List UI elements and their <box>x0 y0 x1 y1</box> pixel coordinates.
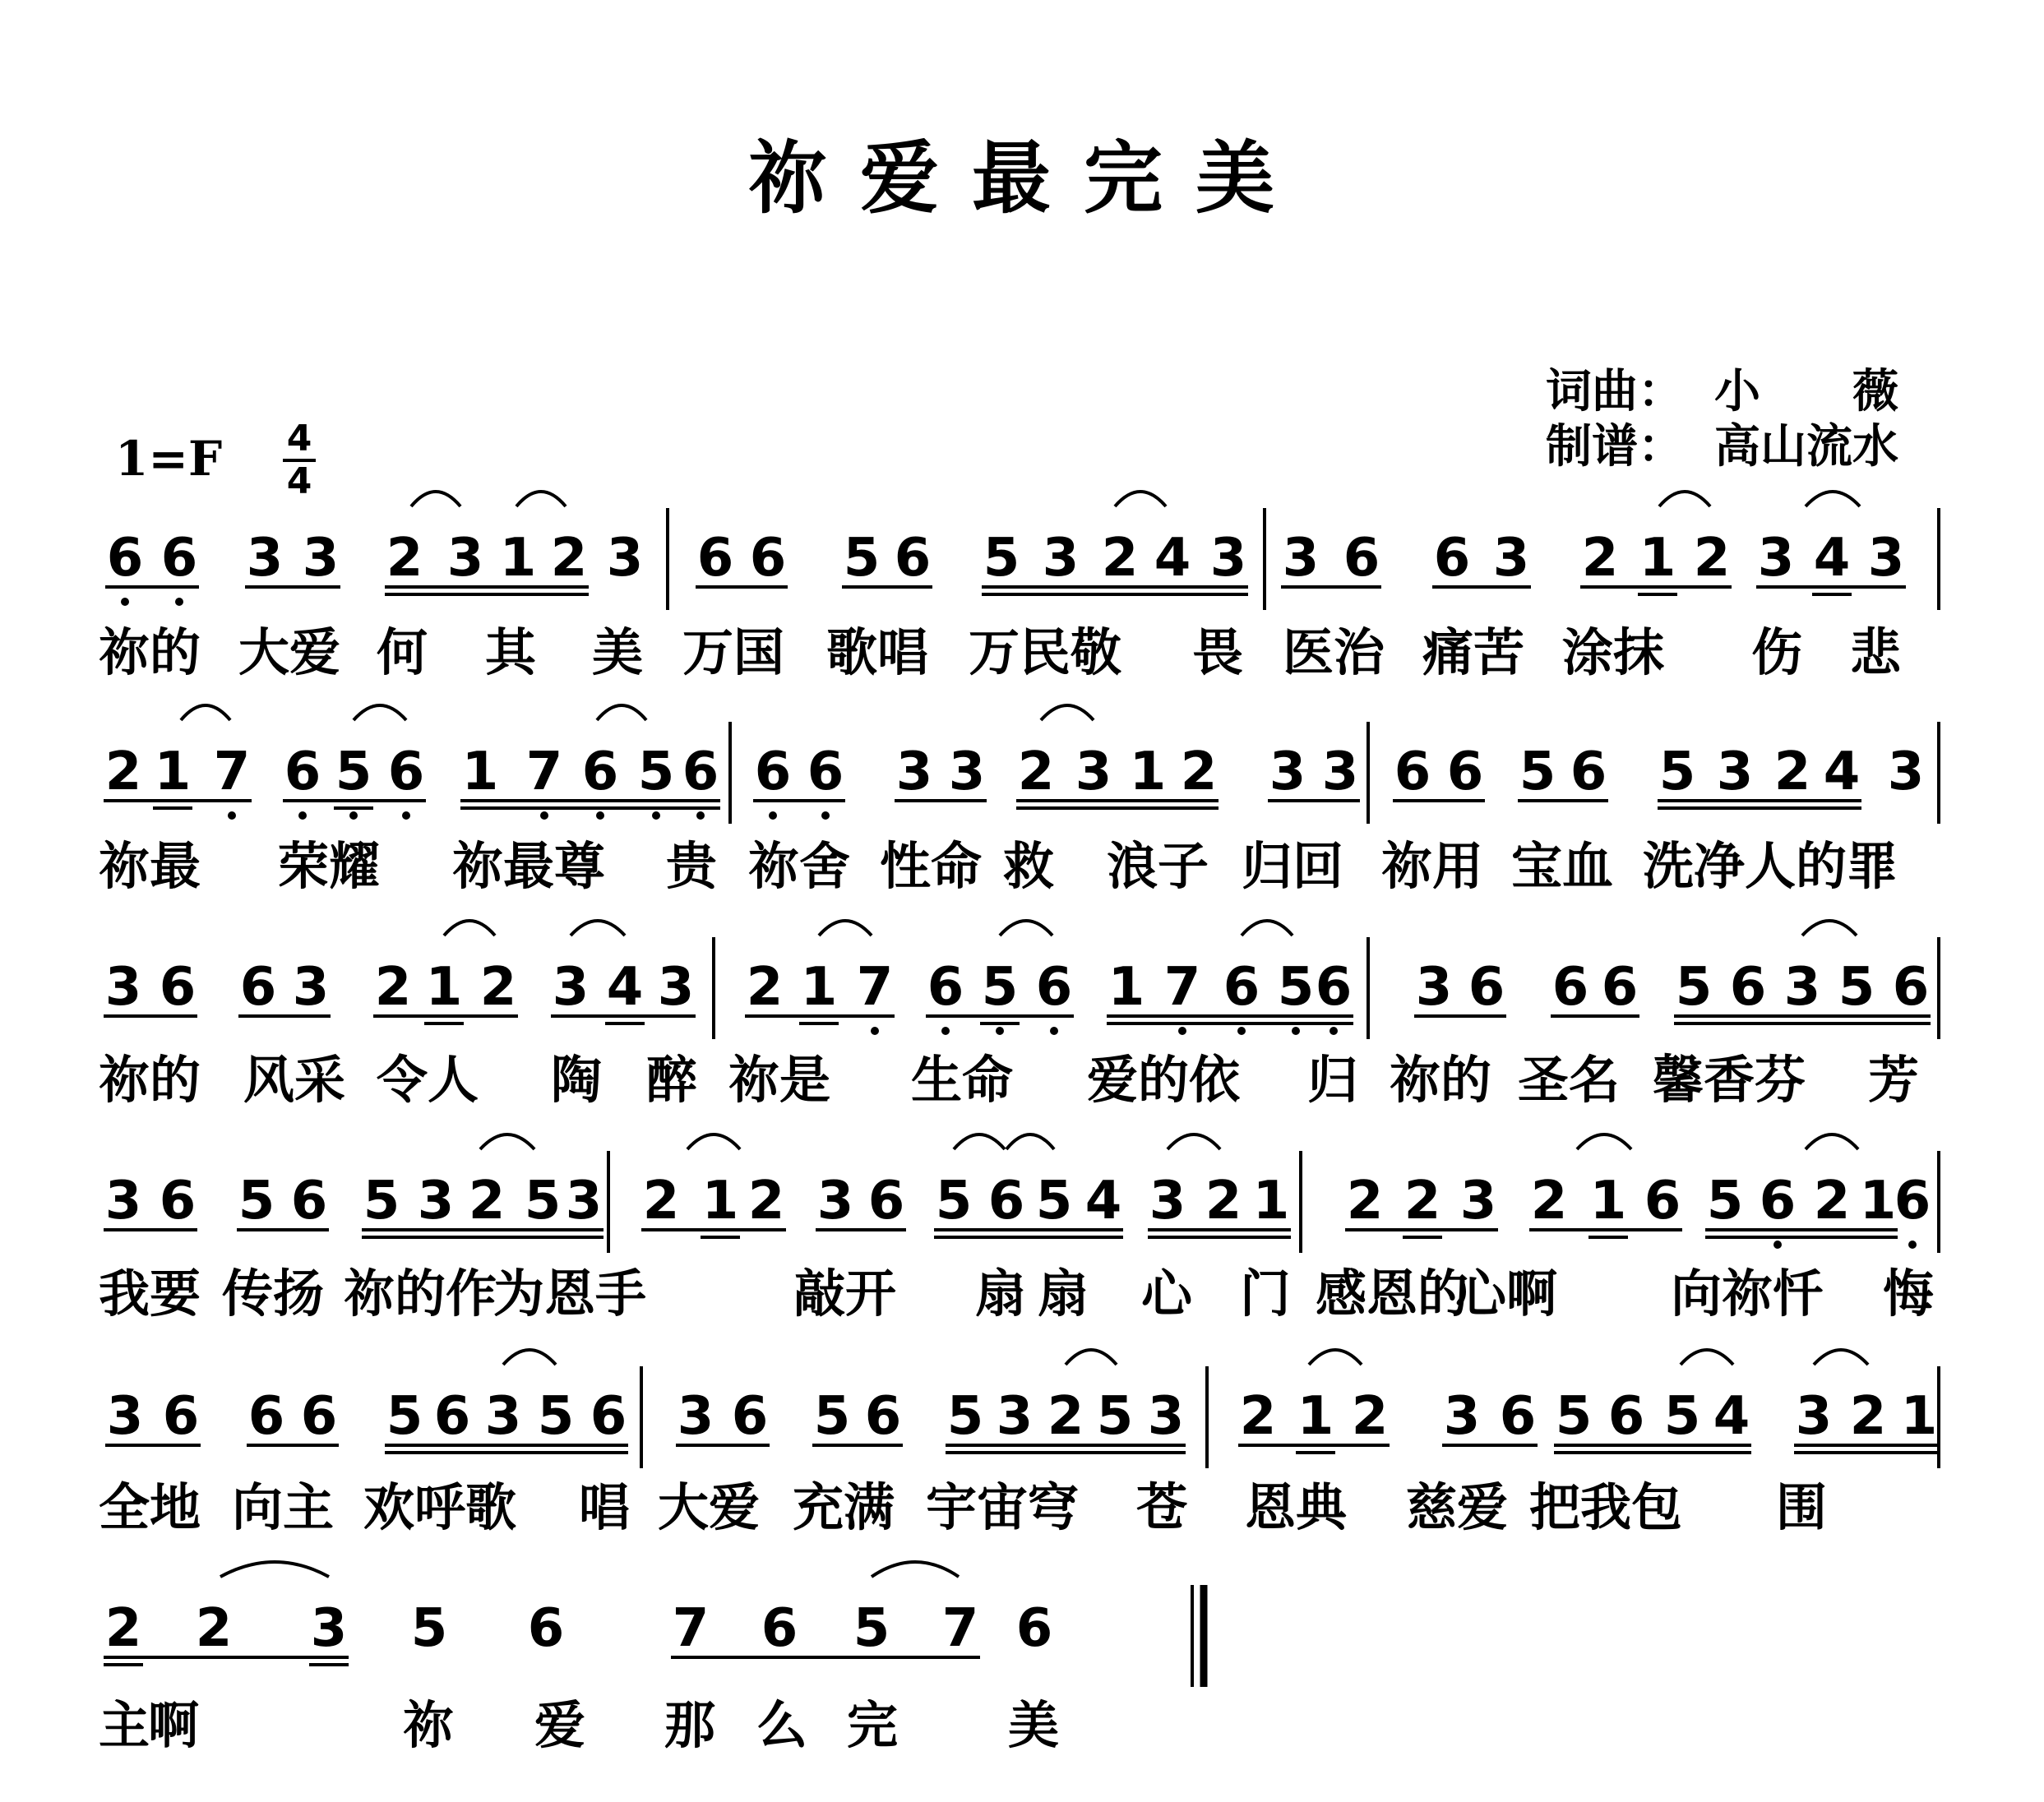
lyric: 洗净人的罪 <box>1643 836 1898 896</box>
note: 3 <box>1867 528 1905 589</box>
note: 6 <box>1315 957 1353 1018</box>
note: 2 <box>1346 1171 1384 1231</box>
note: 5 <box>537 1386 575 1447</box>
note: 2 <box>1180 742 1218 802</box>
note: 3 <box>1887 742 1925 802</box>
note: 6 <box>162 1386 200 1447</box>
note: 1 <box>1252 1171 1290 1231</box>
note: 2 <box>1404 1171 1441 1231</box>
lyric: 医治 <box>1283 622 1385 682</box>
lyric: 心啊 <box>1455 1264 1558 1324</box>
note: 6 <box>581 742 619 802</box>
note: 2 <box>1693 528 1731 589</box>
note: 1 <box>1859 1171 1897 1231</box>
note: 3 <box>1282 528 1320 589</box>
note: 3 <box>1459 1171 1497 1231</box>
note: 5 <box>1519 742 1556 802</box>
note: 5 <box>935 1171 973 1231</box>
note: 2 <box>104 742 142 802</box>
note: 6 <box>1223 957 1260 1018</box>
lyric: 苍 <box>1136 1477 1188 1537</box>
lyric: 醉 <box>646 1050 698 1110</box>
note: 3 <box>484 1386 522 1447</box>
lyric: 祢是 <box>728 1050 831 1110</box>
lyric: 其 <box>485 622 537 682</box>
note: 3 <box>1415 957 1453 1018</box>
note: 6 <box>927 957 964 1018</box>
note: 3 <box>565 1171 603 1231</box>
time-signature-top: 4 <box>286 418 312 460</box>
note: 3 <box>1321 742 1359 802</box>
note: 6 <box>590 1386 627 1447</box>
note: 2 <box>1530 1171 1568 1231</box>
note: 3 <box>310 1598 348 1659</box>
lyric: 风采 <box>243 1050 346 1110</box>
note: 4 <box>606 957 644 1018</box>
octave-dot <box>996 1027 1004 1035</box>
note: 2 <box>104 1598 142 1659</box>
note: 5 <box>946 1386 984 1447</box>
note: 3 <box>246 528 284 589</box>
note: 6 <box>1446 742 1484 802</box>
octave-dot <box>821 811 830 820</box>
note: 1 <box>1900 1386 1938 1447</box>
lyric: 歌唱 <box>826 622 929 682</box>
lyric: 浪子 <box>1107 836 1209 896</box>
note: 6 <box>159 1171 197 1231</box>
lyric: 芳 <box>1868 1050 1920 1110</box>
lyric: 充满 <box>793 1477 895 1537</box>
note: 3 <box>292 957 330 1018</box>
lyric: 把我包 <box>1529 1477 1683 1537</box>
lyric: 万民敬 <box>969 622 1122 682</box>
lyric: 我要 <box>99 1264 201 1324</box>
lyric: 么 <box>756 1695 808 1755</box>
note: 1 <box>1589 1171 1627 1231</box>
note: 3 <box>816 1171 854 1231</box>
note: 2 <box>1581 528 1619 589</box>
lyric: 向祢忏 <box>1671 1264 1824 1324</box>
lyric: 祢最 <box>99 836 201 896</box>
note: 7 <box>856 957 894 1018</box>
note: 2 <box>642 1171 680 1231</box>
lyric: 归回 <box>1242 836 1344 896</box>
note: 6 <box>1343 528 1380 589</box>
note: 1 <box>499 528 537 589</box>
note: 2 <box>479 957 517 1018</box>
note: 1 <box>1129 742 1167 802</box>
note: 2 <box>1205 1171 1242 1231</box>
note: 6 <box>160 528 198 589</box>
lyric: 万国 <box>682 622 785 682</box>
note: 6 <box>1394 742 1431 802</box>
note: 2 <box>746 957 784 1018</box>
note: 3 <box>948 742 986 802</box>
note: 3 <box>1209 528 1247 589</box>
note: 7 <box>672 1598 710 1659</box>
note: 2 <box>1351 1386 1389 1447</box>
lyric: 祢的 <box>99 1050 201 1110</box>
lyric: 伤 <box>1751 622 1803 682</box>
note: 3 <box>552 957 590 1018</box>
song-title: 祢爱最完美 <box>748 132 1307 224</box>
transcriber-label: 制谱： <box>1546 420 1684 474</box>
octave-dot <box>1908 1241 1917 1249</box>
octave-dot <box>1178 1027 1186 1035</box>
note: 3 <box>1795 1386 1833 1447</box>
lyric: 祢最尊 <box>452 836 606 896</box>
note: 5 <box>1663 1386 1701 1447</box>
lyric: 悲 <box>1850 622 1902 682</box>
note: 5 <box>843 528 881 589</box>
lyric: 主 <box>99 1695 150 1755</box>
note: 6 <box>1607 1386 1645 1447</box>
lyric: 唱 <box>579 1477 631 1537</box>
note: 3 <box>606 528 644 589</box>
note: 5 <box>1277 957 1315 1018</box>
octave-dot <box>298 811 307 820</box>
note: 2 <box>195 1598 233 1659</box>
lyric: 敲开 <box>794 1264 897 1324</box>
lyric: 啊 <box>148 1695 200 1755</box>
lyric: 宇宙穹 <box>926 1477 1080 1537</box>
note: 6 <box>894 528 932 589</box>
note: 6 <box>761 1598 798 1659</box>
note: 2 <box>1773 742 1811 802</box>
lyric: 祢的 <box>1390 1050 1492 1110</box>
note: 3 <box>1042 528 1080 589</box>
note: 6 <box>1551 957 1589 1018</box>
octave-dot <box>1050 1027 1058 1035</box>
note: 6 <box>1894 1171 1931 1231</box>
lyric: 圣名 <box>1518 1050 1621 1110</box>
note: 3 <box>1492 528 1530 589</box>
key-signature: 1=F <box>115 431 223 487</box>
note: 6 <box>387 742 425 802</box>
octave-dot <box>941 1027 950 1035</box>
octave-dot <box>596 811 604 820</box>
note: 2 <box>1017 742 1055 802</box>
note: 3 <box>417 1171 455 1231</box>
note: 6 <box>1729 957 1767 1018</box>
note: 5 <box>1096 1386 1134 1447</box>
note: 3 <box>677 1386 714 1447</box>
note: 7 <box>1163 957 1201 1018</box>
lyric: 门 <box>1240 1264 1292 1324</box>
note: 1 <box>1639 528 1676 589</box>
note: 6 <box>290 1171 328 1231</box>
note: 1 <box>800 957 838 1018</box>
note: 5 <box>1658 742 1696 802</box>
note: 1 <box>1108 957 1145 1018</box>
lyric: 祢 <box>403 1695 455 1755</box>
lyric: 爱的依 <box>1087 1050 1241 1110</box>
note: 2 <box>386 528 423 589</box>
note: 3 <box>1075 742 1112 802</box>
note: 6 <box>864 1386 902 1447</box>
octave-dot <box>228 811 236 820</box>
note: 3 <box>106 1386 144 1447</box>
note: 3 <box>1147 1386 1185 1447</box>
note: 6 <box>807 742 844 802</box>
lyric: 畏 <box>1192 622 1244 682</box>
octave-dot <box>769 811 777 820</box>
octave-dot <box>652 811 660 820</box>
note: 6 <box>1570 742 1607 802</box>
note: 6 <box>1433 528 1471 589</box>
lyric: 归 <box>1307 1050 1359 1110</box>
note: 2 <box>550 528 588 589</box>
lyric: 向主 <box>232 1477 335 1537</box>
note: 2 <box>1047 1386 1084 1447</box>
note: 2 <box>1239 1386 1277 1447</box>
lyric: 美 <box>592 622 644 682</box>
note: 3 <box>895 742 933 802</box>
octave-dot <box>349 811 358 820</box>
lyric: 陶 <box>551 1050 603 1110</box>
octave-dot <box>871 1027 879 1035</box>
lyric: 贵 <box>666 836 718 896</box>
lyric: 何 <box>377 622 428 682</box>
lyric: 爱 <box>534 1695 586 1755</box>
lyric: 完 <box>847 1695 899 1755</box>
note: 5 <box>853 1598 890 1659</box>
lyric: 慈爱 <box>1406 1477 1509 1537</box>
note: 1 <box>154 742 192 802</box>
note: 1 <box>1297 1386 1334 1447</box>
note: 6 <box>247 1386 285 1447</box>
note: 6 <box>1759 1171 1797 1231</box>
octave-dot <box>175 598 183 606</box>
octave-dot <box>1292 1027 1300 1035</box>
note: 6 <box>749 528 787 589</box>
note: 5 <box>524 1171 562 1231</box>
note: 6 <box>433 1386 471 1447</box>
lyric: 荣耀 <box>278 836 381 896</box>
octave-dot <box>1237 1027 1246 1035</box>
note: 6 <box>1499 1386 1537 1447</box>
lyric: 涂抹 <box>1562 622 1665 682</box>
note: 2 <box>1849 1386 1887 1447</box>
note: 6 <box>527 1598 565 1659</box>
note: 5 <box>813 1386 851 1447</box>
note: 3 <box>1269 742 1306 802</box>
note: 5 <box>335 742 372 802</box>
octave-dot <box>696 811 705 820</box>
lyric: 扇 <box>975 1264 1027 1324</box>
octave-dot <box>1330 1027 1338 1035</box>
note: 6 <box>754 742 792 802</box>
note: 5 <box>1706 1171 1744 1231</box>
octave-dot <box>121 598 129 606</box>
lyrics-music-label: 词曲： <box>1546 365 1684 418</box>
note: 6 <box>106 528 144 589</box>
note: 5 <box>637 742 675 802</box>
octave-dot <box>402 811 410 820</box>
lyric: 为恩手 <box>493 1264 647 1324</box>
lyric: 传扬 <box>222 1264 325 1324</box>
note: 3 <box>1716 742 1754 802</box>
note: 3 <box>446 528 484 589</box>
note: 3 <box>1149 1171 1186 1231</box>
octave-dot <box>1773 1241 1782 1249</box>
note: 6 <box>159 957 197 1018</box>
note: 4 <box>1823 742 1861 802</box>
note: 2 <box>468 1171 506 1231</box>
note: 6 <box>1015 1598 1053 1659</box>
note: 7 <box>941 1598 979 1659</box>
note: 7 <box>525 742 563 802</box>
lyric: 大爱 <box>238 622 341 682</box>
note: 1 <box>425 957 463 1018</box>
note: 5 <box>1555 1386 1593 1447</box>
lyric: 祢的作 <box>344 1264 497 1324</box>
note: 3 <box>1757 528 1795 589</box>
note: 5 <box>1675 957 1713 1018</box>
note: 7 <box>213 742 251 802</box>
note: 5 <box>410 1598 448 1659</box>
lyric: 欢呼歌 <box>363 1477 517 1537</box>
note: 5 <box>983 528 1020 589</box>
note: 2 <box>374 957 412 1018</box>
note: 6 <box>731 1386 769 1447</box>
lyric: 围 <box>1776 1477 1828 1537</box>
note: 6 <box>1601 957 1639 1018</box>
note: 6 <box>1035 957 1073 1018</box>
lyric: 悔 <box>1883 1264 1935 1324</box>
note: 3 <box>1783 957 1821 1018</box>
note: 2 <box>1101 528 1139 589</box>
octave-dot <box>540 811 548 820</box>
lyric: 痛苦 <box>1422 622 1525 682</box>
note: 5 <box>981 957 1019 1018</box>
lyric: 宝血 <box>1511 836 1614 896</box>
time-signature-bottom: 4 <box>286 460 312 502</box>
lyric: 祢舍 <box>748 836 851 896</box>
lyric: 那 <box>664 1695 716 1755</box>
lyrics-music-name: 小 薇 <box>1714 365 1898 418</box>
lyric: 祢用 <box>1381 836 1484 896</box>
note: 1 <box>461 742 499 802</box>
note: 2 <box>1813 1171 1851 1231</box>
lyric: 美 <box>1008 1695 1060 1755</box>
note: 6 <box>1892 957 1930 1018</box>
note: 5 <box>386 1386 423 1447</box>
note: 2 <box>747 1171 785 1231</box>
note: 3 <box>657 957 695 1018</box>
lyric: 扇 <box>1038 1264 1089 1324</box>
lyric: 祢的 <box>99 622 201 682</box>
lyric: 馨香芬 <box>1653 1050 1806 1110</box>
lyric: 生命 <box>911 1050 1014 1110</box>
note: 6 <box>1644 1171 1681 1231</box>
note: 4 <box>1813 528 1851 589</box>
note: 3 <box>104 1171 142 1231</box>
note: 5 <box>238 1171 275 1231</box>
lyric: 救 <box>1003 836 1055 896</box>
note: 1 <box>701 1171 739 1231</box>
lyric: 全地 <box>99 1477 201 1537</box>
note: 5 <box>1838 957 1875 1018</box>
note: 6 <box>696 528 734 589</box>
lyric: 恩典 <box>1245 1477 1348 1537</box>
lyric: 性命 <box>880 836 983 896</box>
lyric: 感恩的 <box>1316 1264 1469 1324</box>
note: 3 <box>302 528 340 589</box>
lyric: 令人 <box>377 1050 479 1110</box>
note: 3 <box>1443 1386 1481 1447</box>
note: 6 <box>239 957 277 1018</box>
lyric: 大爱 <box>658 1477 761 1537</box>
note: 6 <box>987 1171 1025 1231</box>
note: 6 <box>284 742 321 802</box>
note: 6 <box>682 742 719 802</box>
note: 4 <box>1713 1386 1750 1447</box>
note: 5 <box>363 1171 400 1231</box>
transcriber-name: 高山流水 <box>1714 420 1898 474</box>
note: 6 <box>300 1386 338 1447</box>
note: 3 <box>996 1386 1034 1447</box>
note: 6 <box>1468 957 1505 1018</box>
note: 4 <box>1154 528 1191 589</box>
note: 4 <box>1084 1171 1122 1231</box>
note: 6 <box>867 1171 905 1231</box>
note: 5 <box>1035 1171 1073 1231</box>
lyric: 心 <box>1141 1264 1193 1324</box>
note: 3 <box>104 957 142 1018</box>
